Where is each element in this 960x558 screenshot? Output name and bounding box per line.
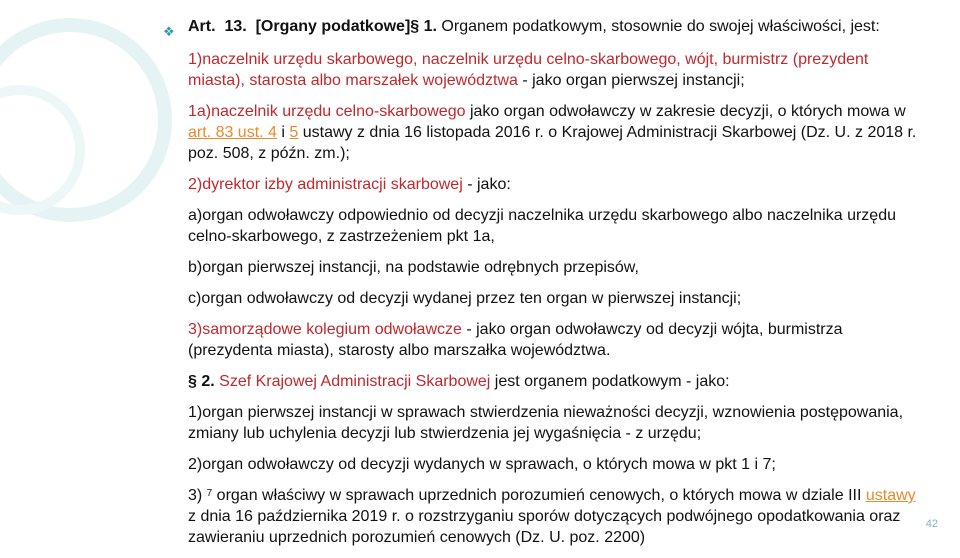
art-label: Art. <box>188 18 216 35</box>
section-2-role: jest organem podatkowym - jako: <box>490 373 730 390</box>
link-ust-5[interactable]: 5 <box>289 124 299 141</box>
art-title: [Organy podatkowe] <box>255 18 411 35</box>
item-1 <box>188 49 928 91</box>
item-2b: b)organ pierwszej instancji, na podstawie odrębnych przepisów, <box>188 259 639 276</box>
article-content <box>188 16 928 558</box>
section-2-item-3 <box>188 485 928 548</box>
item-2 <box>188 174 928 195</box>
item-1-role: - jako organ pierwszej instancji; <box>517 72 745 89</box>
item-2c: c)organ odwoławczy od decyzji wydanej przez ten organ w pierwszej instancji; <box>188 290 742 307</box>
section-2 <box>188 371 928 392</box>
section-2-item-3-text-2: z dnia 16 października 2019 r. o rozstrzyganiu sporów dotyczących podwójnego opodatkowania oraz zawieraniu uprzednich porozumień cenowych (Dz. U. poz. 2200) <box>188 508 901 546</box>
item-2-role: - jako: <box>462 176 511 193</box>
item-2a: a)organ odwoławczy odpowiednio od decyzji naczelnika urzędu skarbowego albo naczelnika urzędu celno-skarbowego, z zastrzeżeniem pkt 1a, <box>188 207 896 245</box>
section-2-organ: Szef Krajowej Administracji Skarbowej <box>219 373 491 390</box>
item-1a <box>188 101 928 164</box>
decorative-circles <box>0 0 180 300</box>
item-1a-text-2: i <box>276 124 290 141</box>
link-art-83-ust-4[interactable]: art. 83 ust. 4 <box>188 124 277 141</box>
bullet-icon: ❖ <box>163 24 175 39</box>
item-3-organ: 3)samorządowe kolegium odwoławcze <box>188 321 462 338</box>
footnote-marker: 7 <box>206 488 213 499</box>
intro-text: Organem podatkowym, stosownie do swojej właściwości, jest: <box>436 18 880 35</box>
item-1a-text-1: jako organ odwoławczy w zakresie decyzji, o których mowa w <box>465 103 906 120</box>
item-3 <box>188 319 928 361</box>
art-number: 13. <box>224 18 247 35</box>
item-1a-text-3: ustawy z dnia 16 listopada 2016 r. o Krajowej Administracji Skarbowej (Dz. U. z 2018 r. poz. 508, z późn. zm.); <box>188 124 917 162</box>
item-1a-organ: 1a)naczelnik urzędu celno-skarbowego <box>188 103 466 120</box>
link-ustawy[interactable]: ustawy <box>865 487 916 504</box>
section-2-item-1: 1)organ pierwszej instancji w sprawach stwierdzenia nieważności decyzji, wznowienia postępowania, zmiany lub uchylenia decyzji lub stwierdzenia jej wygaśnięcia - z urzędu; <box>188 404 904 442</box>
item-2-organ: 2)dyrektor izby administracji skarbowej <box>188 176 463 193</box>
section-2-label: § 2. <box>188 373 215 390</box>
item-1-organs: 1)naczelnik urzędu skarbowego, naczelnik urzędu celno-skarbowego, wójt, burmistrz (prezydent miasta), starosta albo marszałek województwa <box>188 51 869 89</box>
section-2-item-3-text-1: organ właściwy w sprawach uprzednich porozumień cenowych, o których mowa w dziale III <box>212 487 866 504</box>
section-2-item-2: 2)organ odwoławczy od decyzji wydanych w sprawach, o których mowa w pkt 1 i 7; <box>188 456 776 473</box>
section-2-item-3-num: 3) <box>188 487 207 504</box>
item-3-role: - jako organ odwoławczy od decyzji wójta, burmistrza (prezydenta miasta), starosty albo marszałka województwa. <box>188 321 843 359</box>
article-heading <box>188 16 928 37</box>
section-1-label: § 1. <box>410 18 437 35</box>
page-number: 42 <box>925 518 938 530</box>
